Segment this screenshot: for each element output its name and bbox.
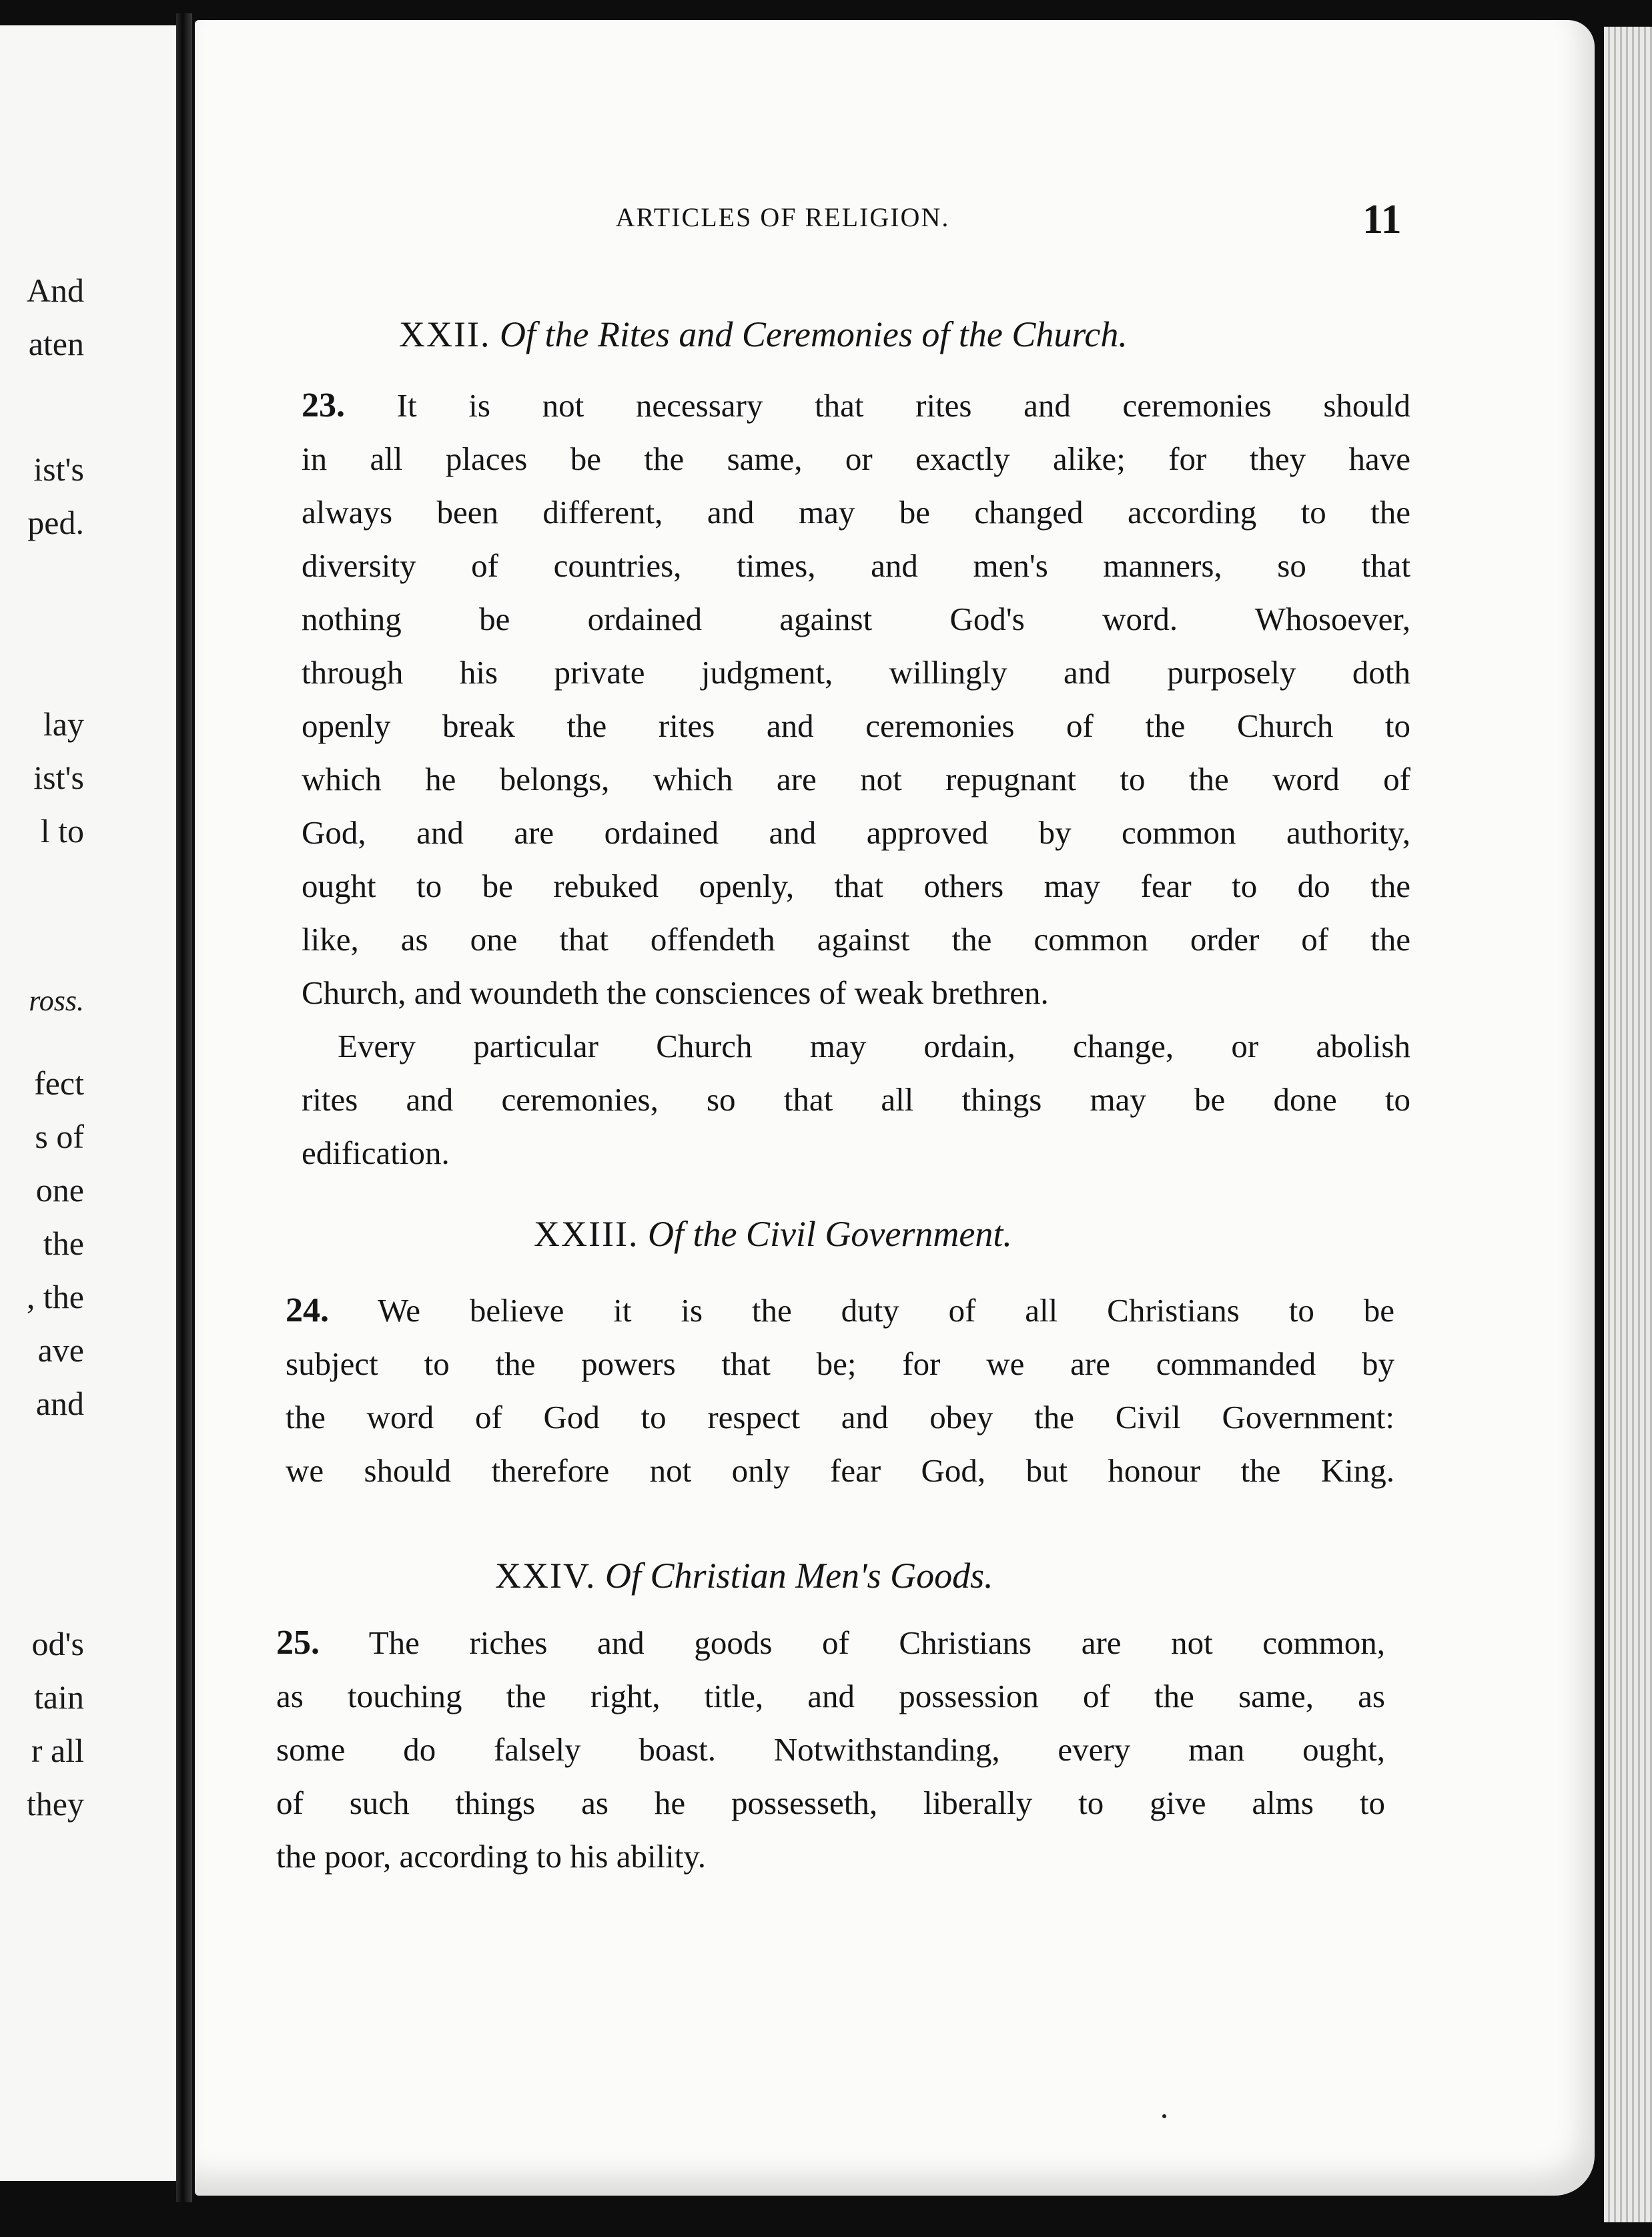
paragraph-line: the word of God to respect and obey the Civil Government: — [286, 1399, 1394, 1435]
paragraph-line: as touching the right, title, and possession of the same, as — [276, 1678, 1385, 1714]
section-heading-xxiii — [534, 1213, 1012, 1255]
paragraph-line: 23. It is not necessary that rites and ceremonies should — [302, 386, 1411, 424]
margin-fragment: s of — [35, 1118, 84, 1155]
margin-fragment: ped. — [27, 504, 84, 541]
margin-fragment: ist's — [33, 759, 84, 796]
print-speck — [1162, 2114, 1166, 2118]
paragraph-number: 23. — [302, 386, 345, 424]
paragraph-number: 24. — [286, 1291, 329, 1329]
margin-fragment: And — [26, 272, 84, 309]
paragraph-line: always been different, and may be changed according to the — [302, 494, 1410, 531]
section-roman-numeral: XXIII. — [534, 1214, 639, 1254]
paragraph-line: Church, and woundeth the consciences of weak brethren. — [302, 974, 1049, 1011]
margin-fragment: ross. — [29, 984, 84, 1017]
book-gutter — [176, 13, 192, 2202]
section-heading-xxii — [399, 314, 1128, 355]
article-paragraph-25 — [276, 1616, 1385, 1883]
paragraph-line: which he belongs, which are not repugnant to the word of — [302, 761, 1410, 797]
section-roman-numeral: XXII. — [399, 314, 491, 354]
page-stack-edge — [1604, 27, 1652, 2222]
margin-fragment: od's — [31, 1625, 84, 1662]
paragraph-line: like, as one that offendeth against the common order of the — [302, 921, 1410, 958]
margin-fragment: fect — [34, 1064, 84, 1102]
paragraph-line: openly break the rites and ceremonies of the Church to — [302, 707, 1410, 744]
article-paragraph-23 — [302, 379, 1410, 1180]
paragraph-line: subject to the powers that be; for we are commanded by — [286, 1345, 1394, 1382]
previous-page-edge — [0, 25, 184, 2181]
paragraph-line: ought to be rebuked openly, that others may fear to do the — [302, 868, 1410, 904]
margin-fragment: and — [35, 1385, 84, 1422]
margin-fragment: the — [43, 1225, 84, 1262]
margin-fragment: ist's — [33, 450, 84, 488]
margin-fragment: lay — [43, 705, 84, 743]
paragraph-line: the poor, according to his ability. — [276, 1838, 706, 1875]
paragraph-line: 25. The riches and goods of Christians are not common, — [276, 1624, 1385, 1662]
running-head: ARTICLES OF RELIGION. — [615, 202, 950, 232]
paragraph-line: God, and are ordained and approved by common authority, — [302, 814, 1410, 851]
margin-fragment: they — [26, 1785, 84, 1823]
paragraph-line: Every particular Church may ordain, change, or abolish — [338, 1028, 1410, 1064]
paragraph-line: we should therefore not only fear God, but honour the King. — [286, 1452, 1394, 1489]
margin-fragment: ave — [37, 1331, 84, 1369]
paragraph-line: diversity of countries, times, and men's manners, so that — [302, 547, 1410, 584]
section-title: Of the Civil Government. — [647, 1214, 1012, 1254]
paragraph-line: 24. We believe it is the duty of all Christians to be — [286, 1291, 1394, 1329]
section-title: Of Christian Men's Goods. — [605, 1556, 993, 1596]
page-number: 11 — [1362, 197, 1402, 242]
article-paragraph-24 — [286, 1284, 1394, 1498]
paragraph-line: through his private judgment, willingly and purposely doth — [302, 654, 1410, 691]
margin-fragment: r all — [31, 1732, 84, 1769]
margin-fragment: , the — [26, 1278, 84, 1315]
paragraph-line: nothing be ordained against God's word. Whosoever, — [302, 601, 1410, 637]
paragraph-line: rites and ceremonies, so that all things may be done to — [302, 1081, 1410, 1118]
section-heading-xxiv — [495, 1555, 993, 1596]
paragraph-line: in all places be the same, or exactly alike; for they have — [302, 440, 1410, 477]
margin-fragment: aten — [28, 325, 84, 362]
section-roman-numeral: XXIV. — [495, 1556, 596, 1596]
margin-fragment: one — [35, 1171, 84, 1209]
paragraph-line: of such things as he possesseth, liberally to give alms to — [276, 1785, 1385, 1821]
margin-fragment: tain — [34, 1678, 84, 1716]
margin-fragment: l to — [40, 812, 84, 850]
paragraph-number: 25. — [276, 1624, 320, 1662]
section-title: Of the Rites and Ceremonies of the Church. — [499, 314, 1128, 354]
paragraph-line: edification. — [302, 1135, 450, 1171]
paragraph-line: some do falsely boast. Notwithstanding, every man ought, — [276, 1731, 1385, 1768]
